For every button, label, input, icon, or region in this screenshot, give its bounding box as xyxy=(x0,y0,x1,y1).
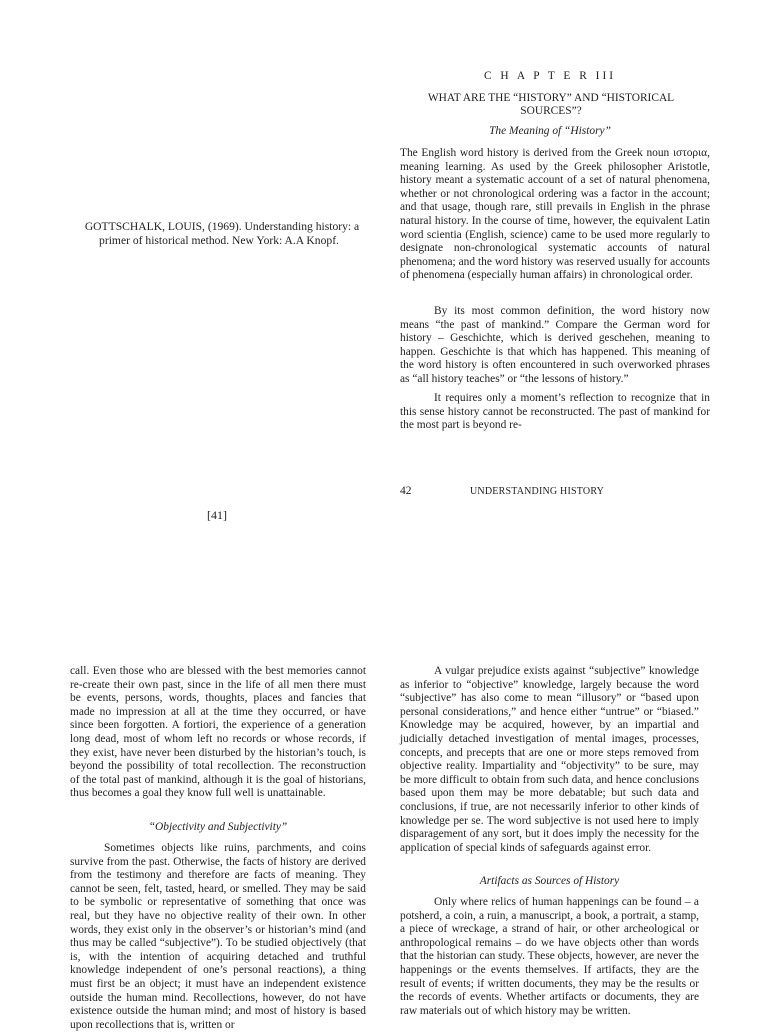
running-head-title: UNDERSTANDING HISTORY xyxy=(470,486,605,497)
page-number: [41] xyxy=(207,508,227,522)
section-heading-objectivity: “Objectivity and Subjectivity” xyxy=(148,821,288,833)
paragraph-meaning-3: It requires only a moment’s reflection to recognize that in this sense history cannot be reconstructed. The past of mankind for the most part is beyond re- xyxy=(400,392,710,432)
paragraph-recall: call. Even those who are blessed with the best memories cannot re-create their own past, since in the life of all men there must be events, persons, words, thoughts, places and fancies that made no impression at all at the time they occurred, or have since been forgotten. A fortiori, the experience of a generation long dead, most of whom left no records or whose records, if they exist, have never been disturbed by the historian’s touch, is beyond the possibility of total recollection. The reconstruction of the total past of mankind, although it is the goal of historians, thus becomes a goal they know full well is unattainable. xyxy=(70,665,366,800)
chapter-title: WHAT ARE THE “HISTORY” AND “HISTORICAL SOURCES”? xyxy=(427,92,675,117)
paragraph-artifacts: Only where relics of human happenings can be found – a potsherd, a coin, a ruin, a manuscript, a book, a portrait, a stamp, a piece of wreckage, a strand of hair, or other archeological or anthropological remains – do we have objects other than words that the historian can study. These objects, however, are never the happenings or the events themselves. If artifacts, they are the result of events; if written documents, they may be the results or the records of events. Whether artifacts or documents, they are raw materials out of which history may be written. xyxy=(400,896,699,1017)
section-heading-artifacts: Artifacts as Sources of History xyxy=(479,875,620,887)
section-heading-meaning: The Meaning of “History” xyxy=(489,125,611,137)
paragraph-meaning-2: By its most common definition, the word history now means “the past of mankind.” Compare the German word for history – Geschichte, which is derived geschehen, meaning to happen. Geschichte is that which has happened. This meaning of the word history is often encountered in such overworked phrases as “all history teaches” or “the lessons of history.” xyxy=(400,305,710,385)
paragraph-meaning-1: The English word history is derived from the Greek noun ιστορια, meaning learning. As used by the Greek philosopher Aristotle, history meant a systematic account of a set of natural phenomena, whether or not chronological ordering was a factor in the account; and that usage, though rare, still prevails in English in the phrase natural history. In the course of time, however, the equivalent Latin word scientia (English, science) came to be used more regularly to designate non-chronological systematic accounts of natural phenomena; and the word history was reserved usually for accounts of phenomena (especially human affairs) in chronological order. xyxy=(400,147,710,282)
paragraph-vulgar-prejudice: A vulgar prejudice exists against “subjective” knowledge as inferior to “objective” knowledge, largely because the word “subjective” has also come to mean “illusory” or “based upon personal considerations,” and hence either “untrue” or “biased.” Knowledge may be acquired, however, by an impartial and judicially detached investigation of mental images, processes, concepts, and precepts that are one or more steps removed from objective reality. Impartiality and “objectivity” to be sure, may be more difficult to obtain from such data, and hence conclusions based upon them may be more debatable; but such data and conclusions, if true, are not necessarily inferior to other kinds of knowledge per se. The word subjective is not used here to imply disparagement of any sort, but it does imply the necessity for the application of special kinds of safeguards against error. xyxy=(400,665,699,854)
running-head-page-number: 42 xyxy=(400,484,412,497)
paragraph-objects-survive: Sometimes objects like ruins, parchments, and coins survive from the past. Otherwise, the facts of history are derived from the testimony and therefore are facts of meaning. They cannot be seen, felt, tasted, heard, or smelled. They may be said to be symbolic or representative of something that once was real, but they have no objective reality of their own. In other words, they exist only in the observer’s or historian’s mind (and thus may be called “subjective”). To be studied objectively (that is, with the intention of acquiring detached and truthful knowledge independent of one’s personal reactions), a thing must first be an object; it must have an independent existence outside the human mind. Recollections, however, do not have existence outside the human mind; and most of history is based upon recollections that is, written or xyxy=(70,842,366,1031)
citation: GOTTSCHALK, LOUIS, (1969). Understanding history: a primer of historical method. New York: A.A Knopf. xyxy=(84,220,360,247)
chapter-label: C H A P T E R III xyxy=(483,70,617,82)
